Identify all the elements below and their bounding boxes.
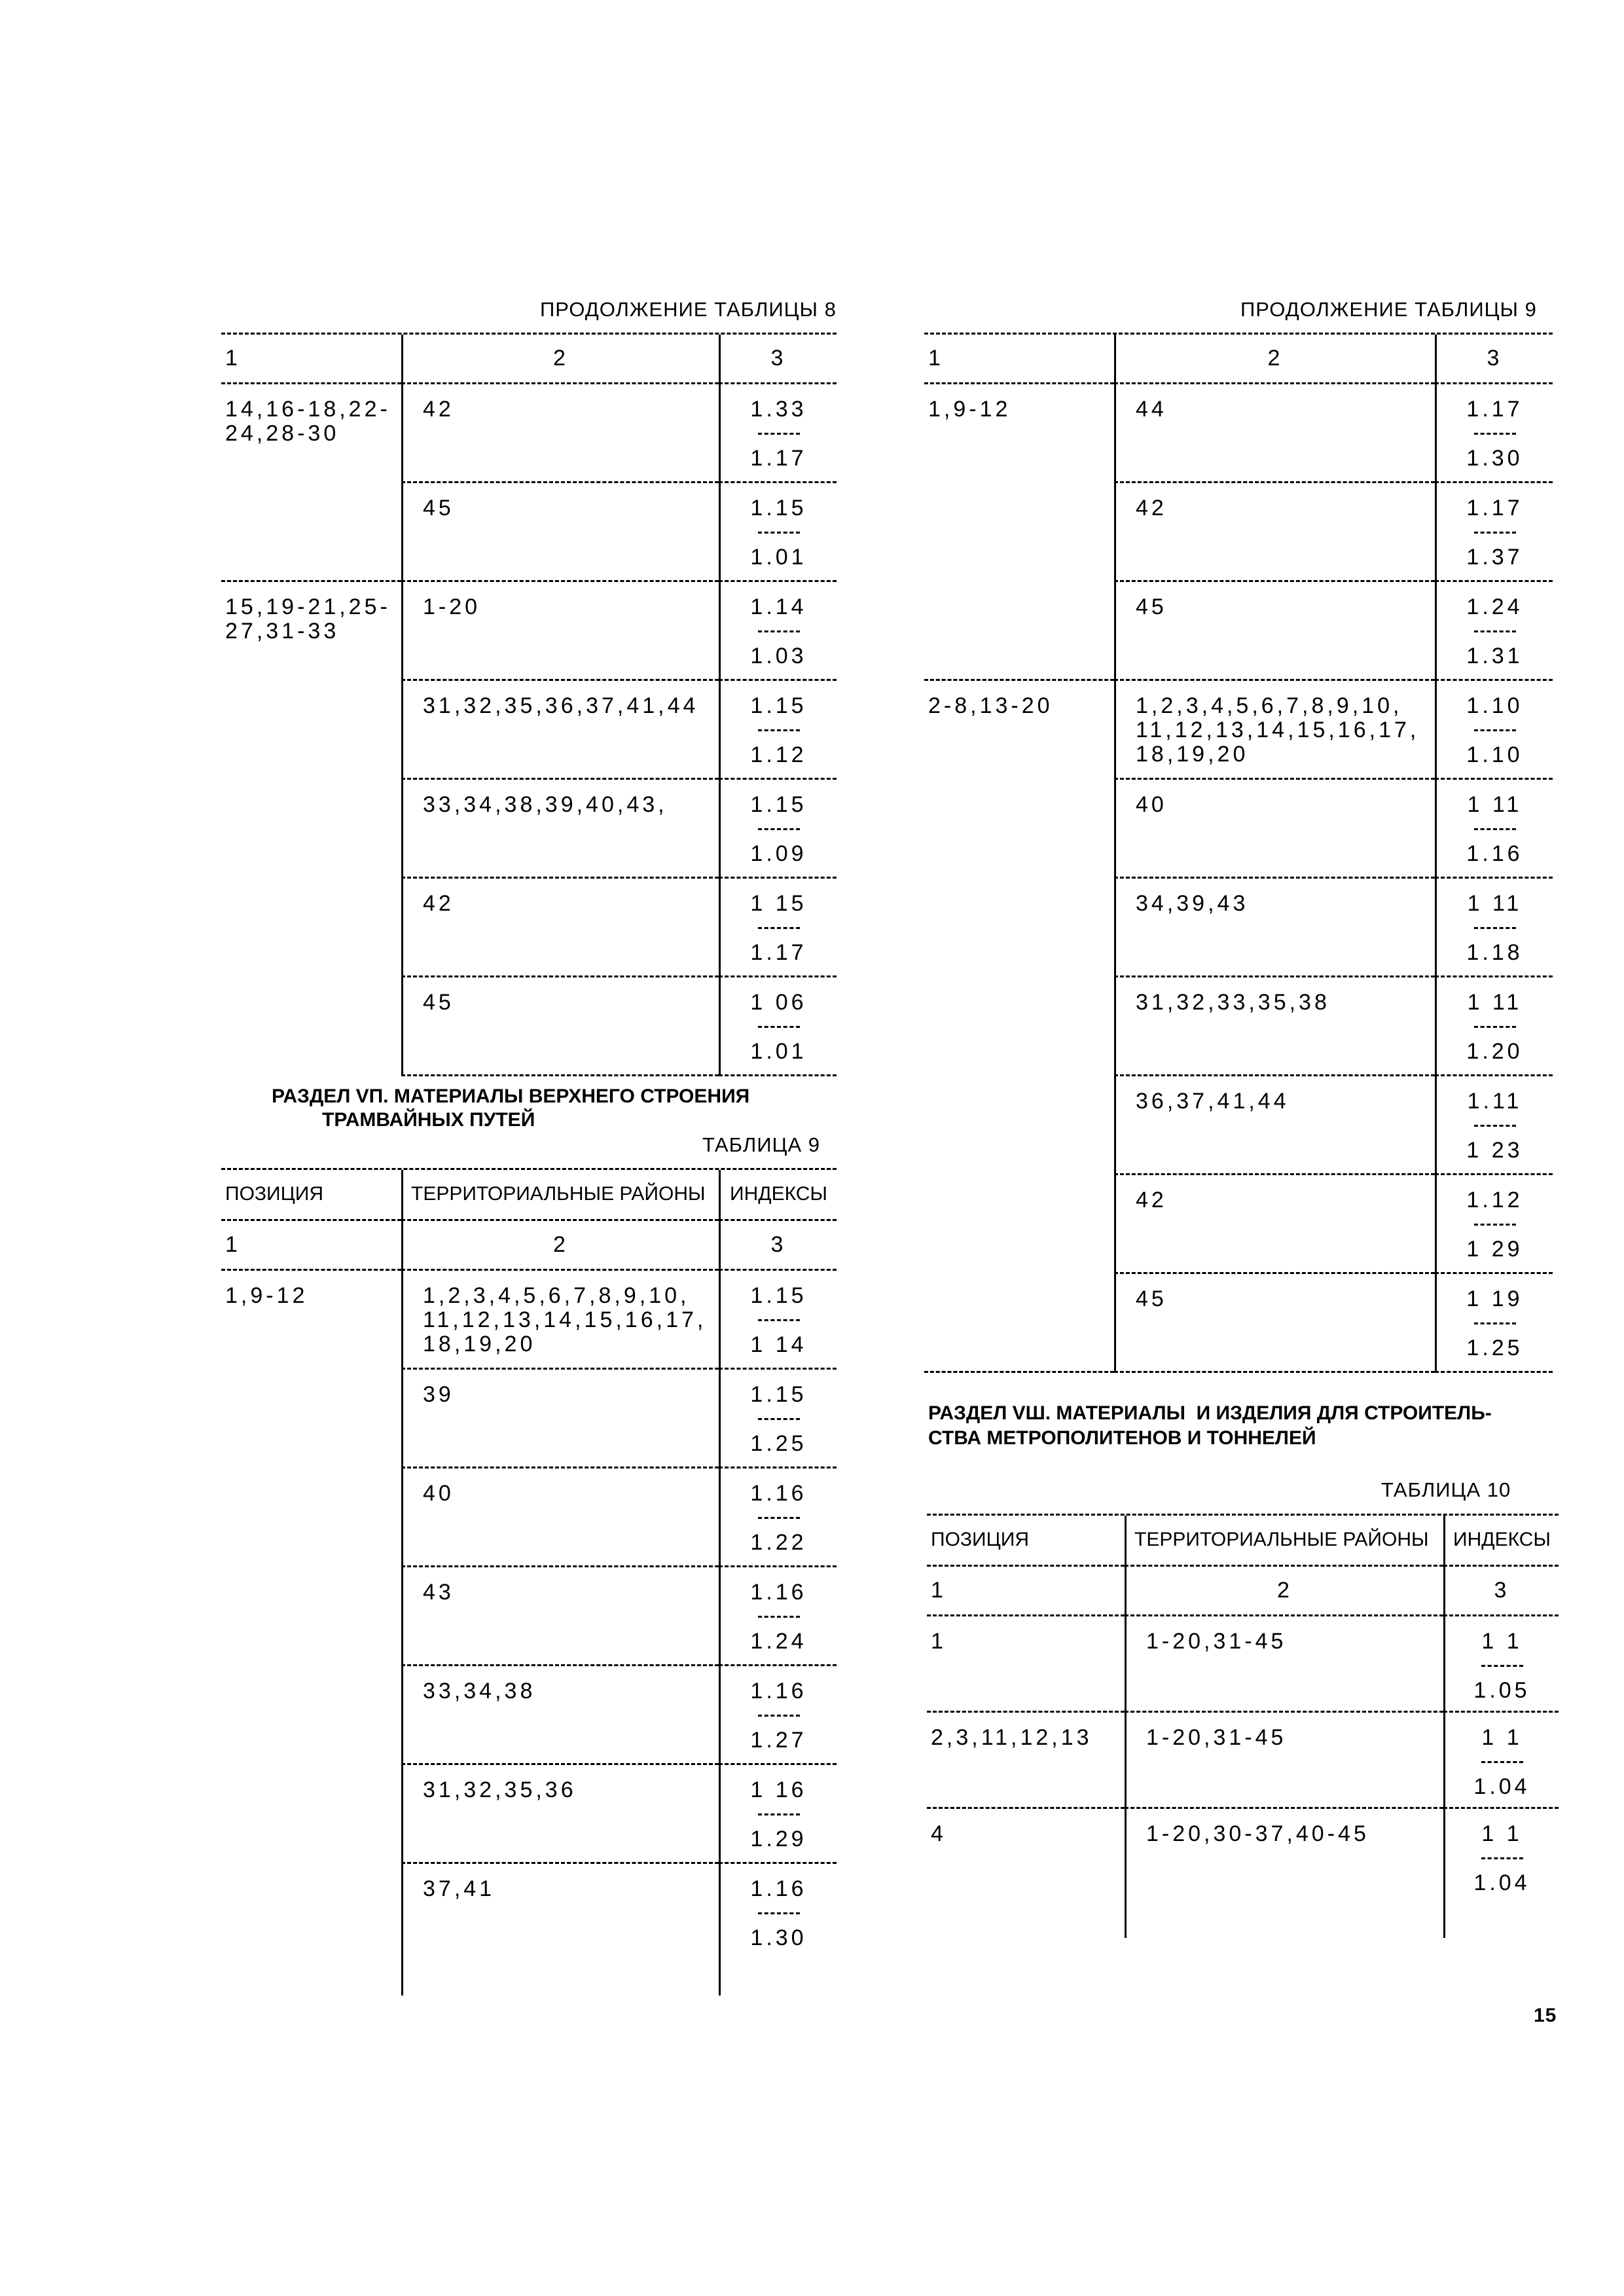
index-denominator: 1.12: [750, 742, 807, 767]
index-cell: [1435, 384, 1553, 483]
table-row: [221, 1370, 837, 1468]
index-numerator: 1.16: [750, 1679, 807, 1704]
table-tail: [927, 1905, 1559, 1938]
position-cell: [221, 879, 401, 977]
index-numerator: 1.15: [750, 693, 807, 718]
section8-heading-line2: СТВА МЕТРОПОЛИТЕНОВ И ТОННЕЛЕЙ: [928, 1427, 1316, 1449]
index-fraction: [750, 1580, 806, 1654]
regions-cell: 42: [1114, 483, 1435, 582]
index-cell: [1435, 483, 1553, 582]
regions-cell: 1,2,3,4,5,6,7,8,9,10, 11,12,13,14,15,16,17, 18,19,20: [401, 1271, 719, 1370]
regions-cell: 40: [401, 1468, 719, 1567]
fraction-bar: [1474, 1026, 1516, 1028]
table-row: [221, 977, 837, 1076]
index-numerator: 1.33: [750, 397, 807, 422]
table-row: [221, 1765, 837, 1864]
index-fraction: [750, 1284, 806, 1357]
index-denominator: 1.29: [750, 1827, 807, 1851]
index-denominator: 1.25: [750, 1431, 807, 1456]
position-cell: [221, 1567, 401, 1666]
column-number: 1: [221, 1221, 401, 1271]
index-cell: [1435, 977, 1553, 1076]
regions-cell: 37,41: [401, 1864, 719, 1963]
position-cell: 1: [927, 1616, 1125, 1713]
index-numerator: 1.15: [750, 1283, 807, 1308]
fraction-bar: [1474, 927, 1516, 929]
index-denominator: 1.17: [750, 446, 807, 471]
fraction-bar: [758, 532, 800, 534]
table-row: [221, 384, 837, 483]
fraction-bar: [758, 630, 800, 632]
position-cell: [221, 1666, 401, 1765]
table-row: [221, 582, 837, 681]
table-row: [221, 1271, 837, 1370]
tail-cell: [1443, 1905, 1559, 1938]
regions-cell: 33,34,38,39,40,43,: [401, 780, 719, 879]
column-number: 2: [1114, 335, 1435, 384]
column-number: 2: [401, 335, 719, 384]
tail-cell: [221, 1963, 401, 1995]
index-denominator: 1.30: [750, 1925, 807, 1950]
table-row: [924, 483, 1553, 582]
regions-cell: 44: [1114, 384, 1435, 483]
index-numerator: 1.16: [750, 1580, 807, 1605]
index-fraction: [1466, 1287, 1523, 1360]
index-fraction: [1473, 1630, 1530, 1703]
index-numerator: 1 1: [1481, 1725, 1523, 1750]
index-fraction: [750, 694, 806, 767]
column-number: 3: [1443, 1567, 1559, 1616]
position-cell: [924, 780, 1114, 879]
fraction-bar: [1474, 630, 1516, 632]
index-fraction: [1466, 1188, 1523, 1262]
regions-cell: 42: [401, 879, 719, 977]
table-10: [927, 1514, 1559, 1938]
fraction-bar: [1474, 1224, 1516, 1226]
index-cell: [719, 1468, 837, 1567]
column-number-row: [221, 1221, 837, 1271]
column-header-row: [927, 1516, 1559, 1567]
fraction-bar: [758, 1418, 800, 1420]
index-fraction: [1473, 1726, 1530, 1799]
position-cell: [221, 681, 401, 780]
index-numerator: 1 19: [1466, 1286, 1523, 1311]
position-cell: 1,9-12: [928, 397, 1011, 422]
index-fraction: [750, 991, 806, 1064]
regions-cell: 39: [401, 1370, 719, 1468]
index-numerator: 1.17: [1466, 397, 1523, 422]
fraction-bar: [758, 828, 800, 830]
index-numerator: 1 15: [750, 891, 807, 916]
column-header-row: [221, 1170, 837, 1221]
index-denominator: 1 29: [1466, 1237, 1523, 1262]
index-numerator: 1.15: [750, 792, 807, 817]
table-row: [924, 681, 1553, 780]
column-header: ПОЗИЦИЯ: [221, 1170, 401, 1221]
position-cell: 15,19-21,25- 27,31-33: [225, 594, 391, 644]
section8-heading-line1: РАЗДЕЛ VШ. МАТЕРИАЛЫ И ИЗДЕЛИЯ ДЛЯ СТРОИТЕЛЬ-: [928, 1402, 1492, 1424]
fraction-bar: [758, 433, 800, 435]
index-cell: [719, 483, 837, 582]
index-numerator: 1.11: [1467, 1089, 1523, 1114]
index-numerator: 1.16: [750, 1481, 807, 1506]
regions-cell: 1-20,30-37,40-45: [1125, 1809, 1443, 1905]
index-denominator: 1.09: [750, 841, 807, 866]
regions-cell: 36,37,41,44: [1114, 1076, 1435, 1175]
index-denominator: 1.16: [1466, 841, 1523, 866]
position-cell: [924, 1175, 1114, 1274]
regions-cell: 45: [1114, 582, 1435, 681]
index-cell: [1435, 1274, 1553, 1373]
regions-cell: 31,32,35,36: [401, 1765, 719, 1864]
index-denominator: 1.20: [1466, 1039, 1523, 1064]
index-denominator: 1.03: [750, 644, 807, 668]
table-9: [221, 1168, 837, 1995]
table-row: [221, 1864, 837, 1963]
fraction-bar: [1474, 828, 1516, 830]
index-fraction: [1466, 397, 1523, 471]
position-cell: [221, 1468, 401, 1567]
table-row: [924, 1175, 1553, 1274]
index-fraction: [750, 397, 806, 471]
regions-cell: 42: [401, 384, 719, 483]
index-cell: [719, 977, 837, 1076]
fraction-bar: [758, 1517, 800, 1519]
index-cell: [719, 1271, 837, 1370]
fraction-bar: [758, 1813, 800, 1815]
position-cell: 2,3,11,12,13: [927, 1713, 1125, 1809]
regions-cell: 45: [401, 977, 719, 1076]
index-denominator: 1.18: [1466, 940, 1523, 965]
index-denominator: 1.25: [1466, 1336, 1523, 1360]
index-cell: [1435, 780, 1553, 879]
index-numerator: 1 1: [1481, 1821, 1523, 1846]
index-denominator: 1.01: [750, 1039, 807, 1064]
position-cell: [924, 977, 1114, 1076]
index-numerator: 1 11: [1467, 792, 1523, 817]
index-cell: [719, 879, 837, 977]
table-row: [924, 879, 1553, 977]
table-8-continuation: [221, 333, 837, 1076]
column-header: ТЕРРИТОРИАЛЬНЫЕ РАЙОНЫ: [1125, 1516, 1443, 1567]
column-header: ПОЗИЦИЯ: [927, 1516, 1125, 1567]
index-numerator: 1.15: [750, 1382, 807, 1407]
table9-continuation-title: ПРОДОЛЖЕНИЕ ТАБЛИЦЫ 9: [1240, 298, 1537, 321]
table-row: [927, 1616, 1559, 1713]
position-cell: [221, 1370, 401, 1468]
index-numerator: 1.24: [1466, 594, 1523, 619]
column-number: 1: [221, 335, 401, 384]
table-9-continuation: [924, 333, 1553, 1373]
column-number-row: [221, 335, 837, 384]
column-header: ИНДЕКСЫ: [719, 1170, 837, 1221]
index-denominator: 1.24: [750, 1629, 807, 1654]
position-cell: [924, 582, 1114, 681]
regions-cell: 43: [401, 1567, 719, 1666]
index-cell: [1443, 1616, 1559, 1713]
fraction-bar: [758, 1715, 800, 1717]
regions-cell: 45: [1114, 1274, 1435, 1373]
table-row: [924, 780, 1553, 879]
position-cell: [924, 483, 1114, 582]
tail-cell: [719, 1963, 837, 1995]
regions-cell: 31,32,33,35,38: [1114, 977, 1435, 1076]
index-denominator: 1 23: [1466, 1138, 1523, 1163]
index-fraction: [1466, 496, 1523, 570]
table-row: [221, 1468, 837, 1567]
index-fraction: [750, 1877, 806, 1950]
section7-heading-line2: ТРАМВАЙНЫХ ПУТЕЙ: [322, 1109, 535, 1131]
position-cell: [221, 780, 401, 879]
regions-cell: 45: [401, 483, 719, 582]
fraction-bar: [1481, 1761, 1523, 1763]
index-denominator: 1.04: [1473, 1774, 1530, 1799]
index-denominator: 1.27: [750, 1728, 807, 1753]
index-denominator: 1.22: [750, 1530, 807, 1555]
table-row: [221, 780, 837, 879]
index-denominator: 1.30: [1466, 446, 1523, 471]
position-cell: [221, 1864, 401, 1963]
index-fraction: [1466, 1089, 1523, 1163]
index-fraction: [750, 1778, 806, 1851]
index-numerator: 1 16: [750, 1777, 807, 1802]
fraction-bar: [1474, 729, 1516, 731]
table-row: [924, 1076, 1553, 1175]
position-cell: [924, 1076, 1114, 1175]
fraction-bar: [758, 1319, 800, 1321]
index-cell: [1435, 681, 1553, 780]
index-cell: [719, 1864, 837, 1963]
column-header: ТЕРРИТОРИАЛЬНЫЕ РАЙОНЫ: [401, 1170, 719, 1221]
column-number: 2: [1125, 1567, 1443, 1616]
fraction-bar: [758, 729, 800, 731]
regions-cell: 1-20,31-45: [1125, 1713, 1443, 1809]
index-cell: [719, 1765, 837, 1864]
table-tail: [221, 1963, 837, 1995]
tail-cell: [1125, 1905, 1443, 1938]
index-cell: [719, 681, 837, 780]
column-number-row: [927, 1567, 1559, 1616]
index-numerator: 1 11: [1467, 990, 1523, 1015]
column-number: 3: [719, 1221, 837, 1271]
index-fraction: [1466, 892, 1523, 965]
position-cell: [924, 879, 1114, 977]
tail-cell: [401, 1963, 719, 1995]
table10-title: ТАБЛИЦА 10: [1381, 1478, 1511, 1501]
index-numerator: 1 1: [1481, 1629, 1523, 1654]
index-cell: [1443, 1713, 1559, 1809]
column-number: 1: [924, 335, 1114, 384]
fraction-bar: [758, 1616, 800, 1618]
table8-continuation-title: ПРОДОЛЖЕНИЕ ТАБЛИЦЫ 8: [540, 298, 837, 321]
index-fraction: [750, 1383, 806, 1456]
table-row: [221, 681, 837, 780]
index-denominator: 1.31: [1466, 644, 1523, 668]
index-cell: [719, 582, 837, 681]
index-denominator: 1.05: [1473, 1678, 1530, 1703]
index-cell: [719, 1567, 837, 1666]
column-number-row: [924, 335, 1553, 384]
index-denominator: 1.10: [1466, 742, 1523, 767]
index-fraction: [1473, 1822, 1530, 1895]
fraction-bar: [758, 1912, 800, 1914]
regions-cell: 40: [1114, 780, 1435, 879]
index-fraction: [1466, 793, 1523, 866]
table9-title: ТАБЛИЦА 9: [702, 1133, 821, 1156]
position-cell: [221, 483, 401, 582]
index-fraction: [750, 1482, 806, 1555]
regions-cell: 33,34,38: [401, 1666, 719, 1765]
index-numerator: 1 06: [750, 990, 807, 1015]
index-cell: [1435, 1175, 1553, 1274]
regions-cell: 1,2,3,4,5,6,7,8,9,10, 11,12,13,14,15,16,17, 18,19,20: [1114, 681, 1435, 780]
index-fraction: [750, 1679, 806, 1753]
position-cell: 14,16-18,22- 24,28-30: [225, 397, 391, 446]
position-cell: 2-8,13-20: [928, 693, 1053, 718]
regions-cell: 1-20: [401, 582, 719, 681]
column-header: ИНДЕКСЫ: [1443, 1516, 1559, 1567]
table-row: [221, 879, 837, 977]
column-number: 3: [1435, 335, 1553, 384]
table-row: [927, 1809, 1559, 1905]
table-row: [221, 1567, 837, 1666]
table-row: [924, 1274, 1553, 1373]
fraction-bar: [1481, 1665, 1523, 1667]
index-numerator: 1.15: [750, 496, 807, 520]
table-row: [924, 384, 1553, 483]
index-cell: [1435, 582, 1553, 681]
fraction-bar: [758, 927, 800, 929]
table-row: [924, 977, 1553, 1076]
index-numerator: 1.17: [1466, 496, 1523, 520]
index-fraction: [750, 793, 806, 866]
fraction-bar: [1474, 532, 1516, 534]
regions-cell: 1-20,31-45: [1125, 1616, 1443, 1713]
fraction-bar: [1474, 433, 1516, 435]
index-fraction: [750, 496, 806, 570]
table-row: [927, 1713, 1559, 1809]
fraction-bar: [1481, 1857, 1523, 1859]
index-fraction: [1466, 595, 1523, 668]
index-denominator: 1.01: [750, 545, 807, 570]
index-denominator: 1 14: [750, 1332, 807, 1357]
tail-cell: [927, 1905, 1125, 1938]
position-cell: [221, 977, 401, 1076]
fraction-bar: [758, 1026, 800, 1028]
table-row: [221, 1666, 837, 1765]
fraction-bar: [1474, 1322, 1516, 1324]
index-fraction: [1466, 694, 1523, 767]
index-cell: [1435, 879, 1553, 977]
index-denominator: 1.17: [750, 940, 807, 965]
index-numerator: 1.14: [750, 594, 807, 619]
position-cell: 4: [931, 1821, 947, 1846]
position-cell: [924, 1274, 1114, 1373]
column-number: 1: [927, 1567, 1125, 1616]
column-number: 3: [719, 335, 837, 384]
index-numerator: 1 11: [1467, 891, 1523, 916]
table-row: [924, 582, 1553, 681]
regions-cell: 42: [1114, 1175, 1435, 1274]
index-denominator: 1.04: [1473, 1870, 1530, 1895]
index-cell: [719, 1666, 837, 1765]
index-cell: [719, 384, 837, 483]
index-numerator: 1.10: [1466, 693, 1523, 718]
column-number: 2: [401, 1221, 719, 1271]
regions-cell: 31,32,35,36,37,41,44: [401, 681, 719, 780]
table-row: [221, 483, 837, 582]
index-cell: [719, 780, 837, 879]
position-cell: 1,9-12: [225, 1283, 308, 1308]
index-cell: [719, 1370, 837, 1468]
index-fraction: [1466, 991, 1523, 1064]
section7-heading-line1: РАЗДЕЛ VП. МАТЕРИАЛЫ ВЕРХНЕГО СТРОЕНИЯ: [272, 1085, 750, 1107]
index-numerator: 1.16: [750, 1876, 807, 1901]
index-cell: [1435, 1076, 1553, 1175]
fraction-bar: [1474, 1125, 1516, 1127]
position-cell: [221, 1765, 401, 1864]
index-fraction: [750, 595, 806, 668]
index-cell: [1443, 1809, 1559, 1905]
index-numerator: 1.12: [1466, 1188, 1523, 1212]
regions-cell: 34,39,43: [1114, 879, 1435, 977]
index-denominator: 1.37: [1466, 545, 1523, 570]
page-number: 15: [1534, 2005, 1557, 2026]
index-fraction: [750, 892, 806, 965]
